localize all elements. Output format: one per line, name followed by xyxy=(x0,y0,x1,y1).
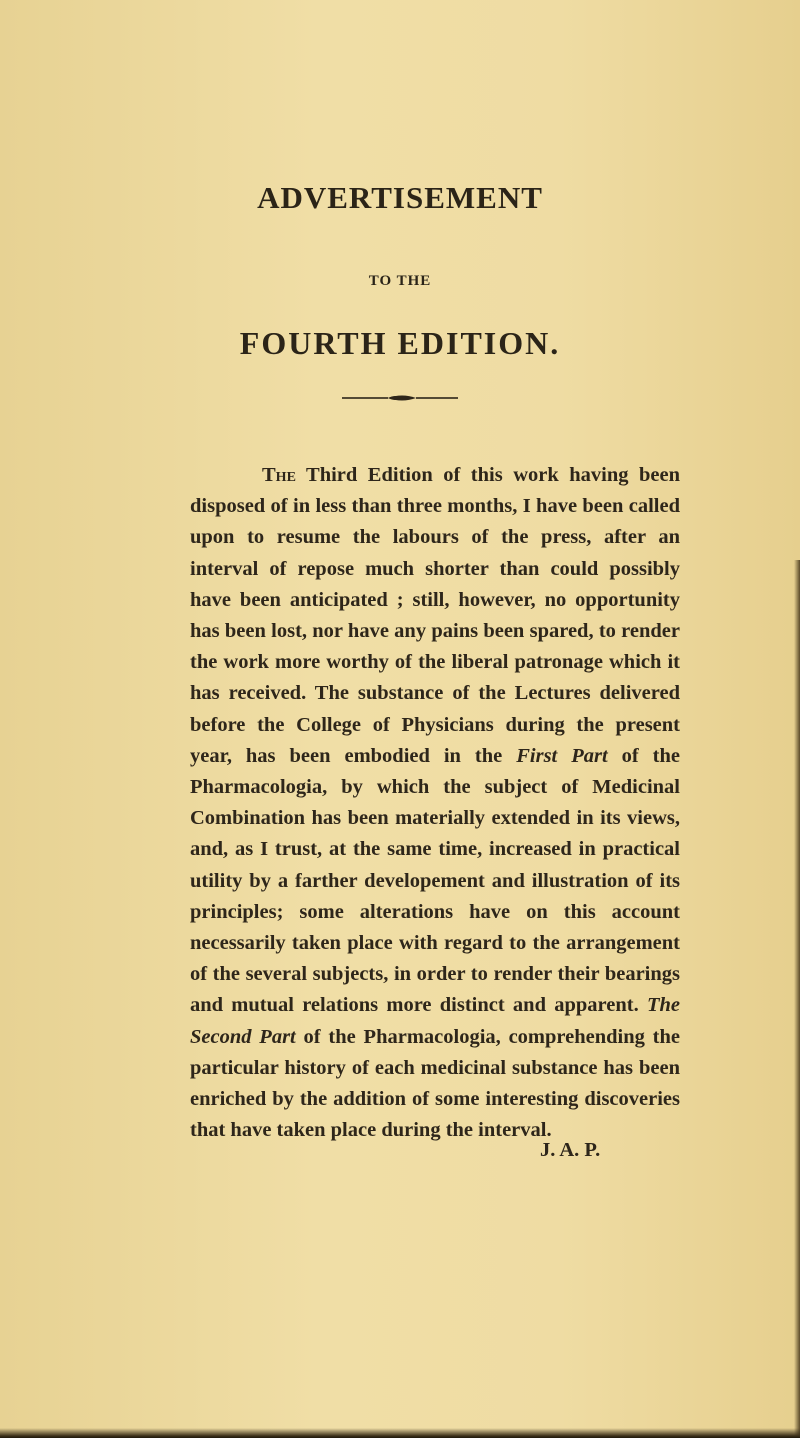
paragraph-part-2: of the Pharmacologia, by which the subject of Medicinal Combination has been materially extended in its views, and, as I trust, at the same time, increased in practical utility by a farther developement and illustration of its principles; some alterations have on this account necessarily taken place with regard to the arrangement of the several subjects, in order to render their bearings and mutual relations more distinct and apparent. xyxy=(190,744,680,1017)
page-bottom-shadow xyxy=(0,1428,800,1438)
author-initials: J. A. P. xyxy=(540,1139,601,1161)
title-advertisement: ADVERTISEMENT xyxy=(257,180,543,215)
advertisement-paragraph xyxy=(190,460,680,1146)
title-fourth-edition: FOURTH EDITION. xyxy=(239,325,561,361)
italic-second-part: The Second Part xyxy=(190,994,680,1048)
paragraph-text xyxy=(190,460,680,1146)
title-to-the: TO THE xyxy=(368,273,432,289)
page-edge-shadow xyxy=(794,560,800,1438)
paragraph-first-word: The xyxy=(262,464,296,486)
paragraph-part-1: Third Edition of this work having been disposed of in less than three months, I have been called upon to resume the labours of the press, after an interval of repose much shorter than could possibly have been anticipated ; still, however, no opportunity has been lost, nor have any pains been spared, to render the work more worthy of the liberal patronage which it has received. The substance of the Lectures delivered before the College of Physicians during the present year, has been embodied in the xyxy=(190,464,680,767)
ornament-rule xyxy=(340,393,460,403)
italic-first-part: First Part xyxy=(516,744,608,767)
paragraph-part-3: of the Pharmacologia, comprehending the particular history of each medicinal substance has been enriched by the addition of some interesting discoveries that have taken place during the interval. xyxy=(190,1025,680,1142)
